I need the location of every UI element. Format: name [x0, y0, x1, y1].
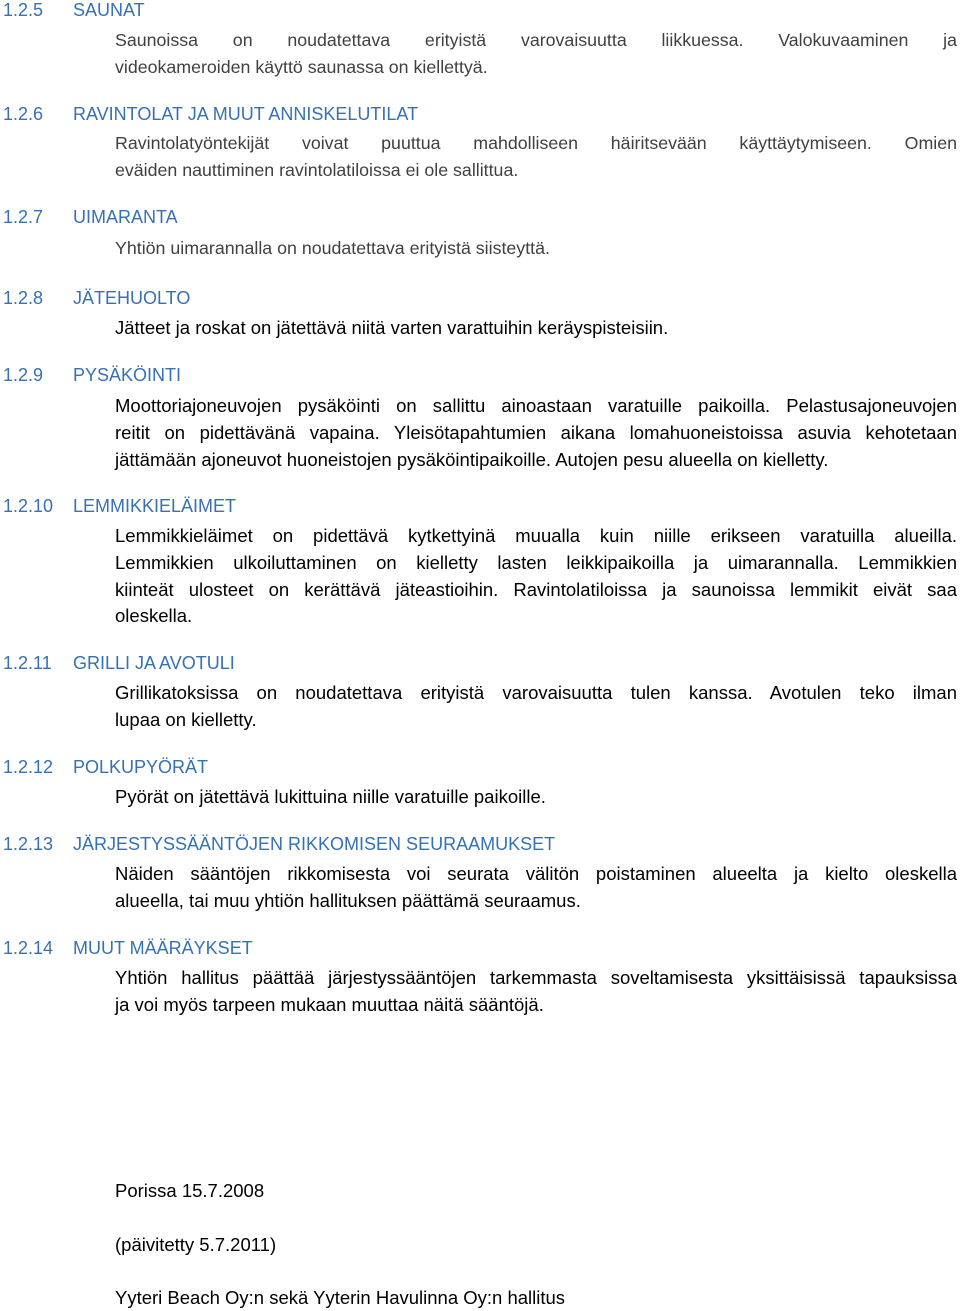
- section-body-seuraamukset: [115, 861, 957, 915]
- section-body-ravintolat: [115, 130, 957, 184]
- section-heading-uimaranta: [3, 206, 178, 228]
- paragraph-line: jättämään ajoneuvot huoneistojen pysäköintipaikoille. Autojen pesu alueella on kielletty.: [115, 448, 829, 470]
- section-body-saunat: [115, 27, 957, 81]
- section-heading-ravintolat: [3, 103, 418, 125]
- paragraph-line: Pyörät on jätettävä lukittuina niille varatuille paikoille.: [115, 786, 546, 807]
- section-heading-polkupyorat: [3, 756, 208, 778]
- paragraph-line: lupaa on kielletty.: [115, 708, 257, 730]
- paragraph-line: Jätteet ja roskat on jätettävä niitä varten varattuihin keräyspisteisiin.: [115, 317, 669, 338]
- paragraph-line: Ravintolatyöntekijät voivat puuttua mahdolliseen häiritsevään käyttäytymiseen. Omien: [115, 133, 957, 153]
- place-and-date: Porissa 15.7.2008: [115, 1180, 265, 1201]
- section-body-muut-maaraykset: [115, 965, 957, 1019]
- section-title: UIMARANTA: [73, 207, 178, 227]
- section-title: RAVINTOLAT JA MUUT ANNISKELUTILAT: [73, 104, 419, 124]
- paragraph-line: Lemmikkieläimet on pidettävä kytkettyinä muualla kuin niille erikseen varatuilla alueilla.: [115, 525, 957, 546]
- paragraph-line: oleskella.: [115, 605, 193, 627]
- paragraph-line: alueella, tai muu yhtiön hallituksen päättämä seuraamus.: [115, 889, 581, 911]
- paragraph-line: Saunoissa on noudatettava erityistä varovaisuutta liikkuessa. Valokuvaaminen ja: [115, 30, 957, 50]
- section-title: JÄRJESTYSSÄÄNTÖJEN RIKKOMISEN SEURAAMUKSET: [73, 834, 556, 854]
- section-body-pysakointi: [115, 393, 957, 473]
- section-heading-grilli: [3, 652, 235, 674]
- section-number: 1.2.13: [3, 834, 54, 854]
- section-title: SAUNAT: [73, 0, 145, 20]
- section-title: POLKUPYÖRÄT: [73, 757, 209, 777]
- paragraph-line: ja voi myös tarpeen mukaan muuttaa näitä sääntöjä.: [115, 993, 544, 1015]
- section-heading-muut-maaraykset: [3, 937, 253, 959]
- section-title: PYSÄKÖINTI: [73, 365, 182, 385]
- section-title: JÄTEHUOLTO: [73, 288, 191, 308]
- section-body-uimaranta: [115, 235, 957, 262]
- section-heading-lemmikkielaimet: [3, 495, 236, 517]
- section-number: 1.2.6: [3, 104, 44, 124]
- section-heading-pysakointi: [3, 364, 181, 386]
- paragraph-line: Grillikatoksissa on noudatettava erityistä varovaisuutta tulen kanssa. Avotulen teko ilman: [115, 682, 957, 703]
- paragraph-line: videokameroiden käyttö saunassa on kiellettyä.: [115, 56, 488, 77]
- signature: Yyteri Beach Oy:n sekä Yyterin Havulinna Oy:n hallitus: [115, 1287, 566, 1308]
- section-number: 1.2.14: [3, 938, 54, 958]
- paragraph-line: Moottoriajoneuvojen pysäköinti on sallittu ainoastaan varatuille paikoilla. Pelastusajoneuvojen: [115, 395, 957, 416]
- section-number: 1.2.5: [3, 0, 44, 20]
- section-title: LEMMIKKIELÄIMET: [73, 496, 237, 516]
- section-body-polkupyorat: [115, 784, 957, 811]
- updated-date: (päivitetty 5.7.2011): [115, 1234, 277, 1255]
- paragraph-line: kiinteät ulosteet on kerättävä jäteastioihin. Ravintolatiloissa ja saunoissa lemmikit eivät saa: [115, 578, 957, 600]
- section-heading-jatehuolto: [3, 287, 190, 309]
- section-number: 1.2.11: [3, 653, 52, 673]
- section-number: 1.2.12: [3, 757, 54, 777]
- paragraph-line: Yhtiön hallitus päättää järjestyssääntöjen tarkemmasta soveltamisesta yksittäisissä tapauksissa: [115, 967, 957, 988]
- paragraph-line: eväiden nauttiminen ravintolatiloissa ei ole sallittua.: [115, 159, 519, 180]
- section-body-jatehuolto: [115, 315, 957, 342]
- section-number: 1.2.7: [3, 207, 44, 227]
- section-title: MUUT MÄÄRÄYKSET: [73, 938, 253, 958]
- section-body-lemmikkielaimet: [115, 523, 957, 630]
- section-number: 1.2.10: [3, 496, 54, 516]
- paragraph-line: Yhtiön uimarannalla on noudatettava erityistä siisteyttä.: [115, 238, 550, 258]
- paragraph-line: Näiden sääntöjen rikkomisesta voi seurata välitön poistaminen alueelta ja kielto oleskella: [115, 863, 957, 884]
- section-heading-saunat: [3, 0, 145, 21]
- section-body-grilli: [115, 680, 957, 734]
- section-number: 1.2.9: [3, 365, 44, 385]
- section-title: GRILLI JA AVOTULI: [73, 653, 235, 673]
- paragraph-line: Lemmikkien ulkoiluttaminen on kielletty lasten leikkipaikoilla ja uimarannalla. Lemmikkien: [115, 551, 957, 573]
- section-heading-seuraamukset: [3, 833, 555, 855]
- section-number: 1.2.8: [3, 288, 44, 308]
- paragraph-line: reitit on pidettävänä vapaina. Yleisötapahtumien aikana lomahuoneistoissa asuvia kehotetaan: [115, 421, 957, 443]
